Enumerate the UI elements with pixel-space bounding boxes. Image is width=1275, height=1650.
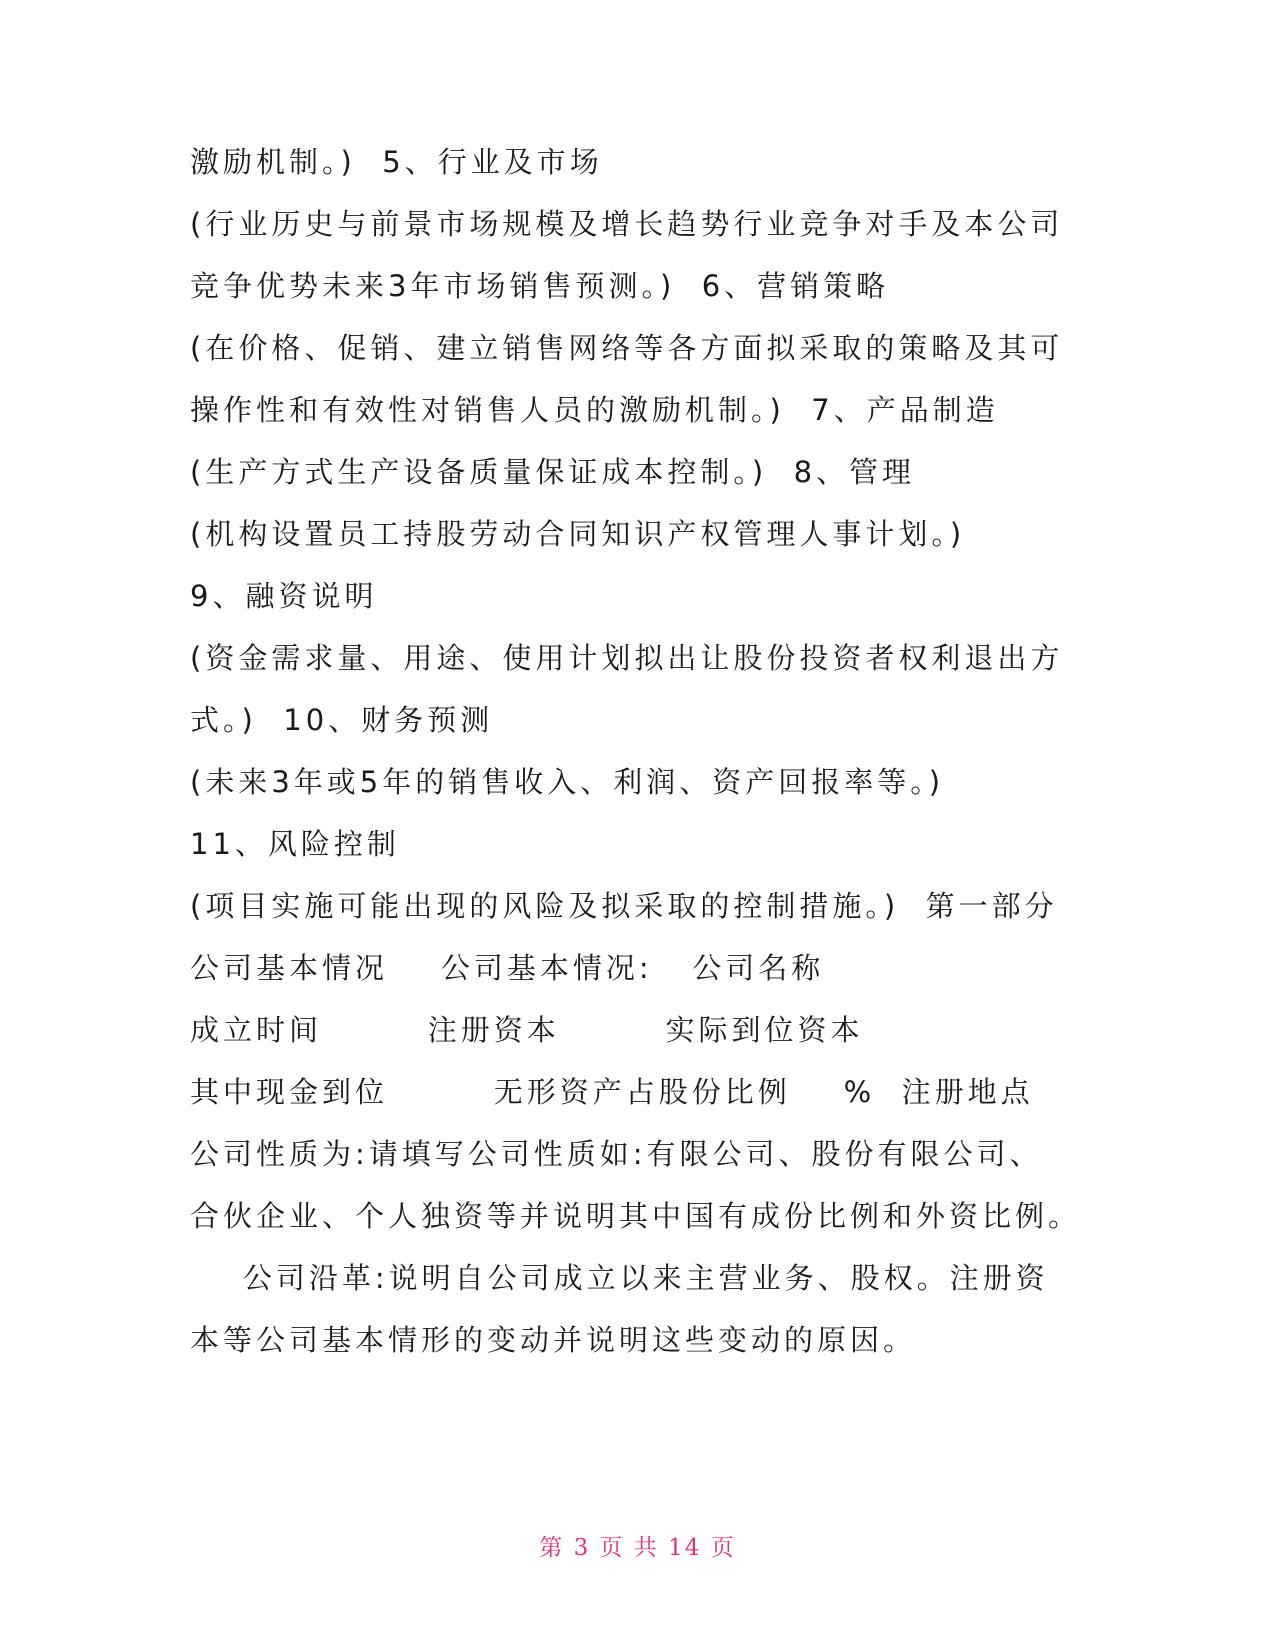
text-line: (项目实施可能出现的风险及拟采取的控制措施。) 第一部分 <box>190 889 1058 923</box>
text-line: (资金需求量、用途、使用计划拟出让股份投资者权利退出方 <box>190 641 1064 675</box>
text-line: (在价格、促销、建立销售网络等各方面拟采取的策略及其可 <box>190 331 1064 365</box>
text-line: 公司基本情况 公司基本情况: 公司名称 <box>190 951 825 985</box>
text-line: 竞争优势未来3年市场销售预测。) 6、营销策略 <box>190 269 890 303</box>
text-line: 式。) 10、财务预测 <box>190 703 494 737</box>
text-line: 公司性质为:请填写公司性质如:有限公司、股份有限公司、 <box>190 1137 1043 1171</box>
text-line: (生产方式生产设备质量保证成本控制。) 8、管理 <box>190 455 916 489</box>
text-line: (行业历史与前景市场规模及增长趋势行业竞争对手及本公司 <box>190 207 1064 241</box>
text-line: 操作性和有效性对销售人员的激励机制。) 7、产品制造 <box>190 393 999 427</box>
text-line: (未来3年或5年的销售收入、利润、资产回报率等。) <box>190 765 945 799</box>
text-line: (机构设置员工持股劳动合同知识产权管理人事计划。) <box>190 517 966 551</box>
text-line: 成立时间 注册资本 实际到位资本 <box>190 1013 864 1047</box>
text-line: 其中现金到位 无形资产占股份比例 % 注册地点 <box>190 1075 1034 1109</box>
text-line: 本等公司基本情形的变动并说明这些变动的原因。 <box>190 1323 917 1357</box>
page-number-footer: 第 3 页 共 14 页 <box>539 1535 736 1561</box>
text-line: 公司沿革:说明自公司成立以来主营业务、股权。注册资 <box>190 1261 1049 1295</box>
text-line: 激励机制。) 5、行业及市场 <box>190 145 603 179</box>
text-line: 11、风险控制 <box>190 827 400 861</box>
text-line: 9、融资说明 <box>190 579 378 613</box>
text-line: 合伙企业、个人独资等并说明其中国有成份比例和外资比例。 <box>190 1199 1082 1233</box>
